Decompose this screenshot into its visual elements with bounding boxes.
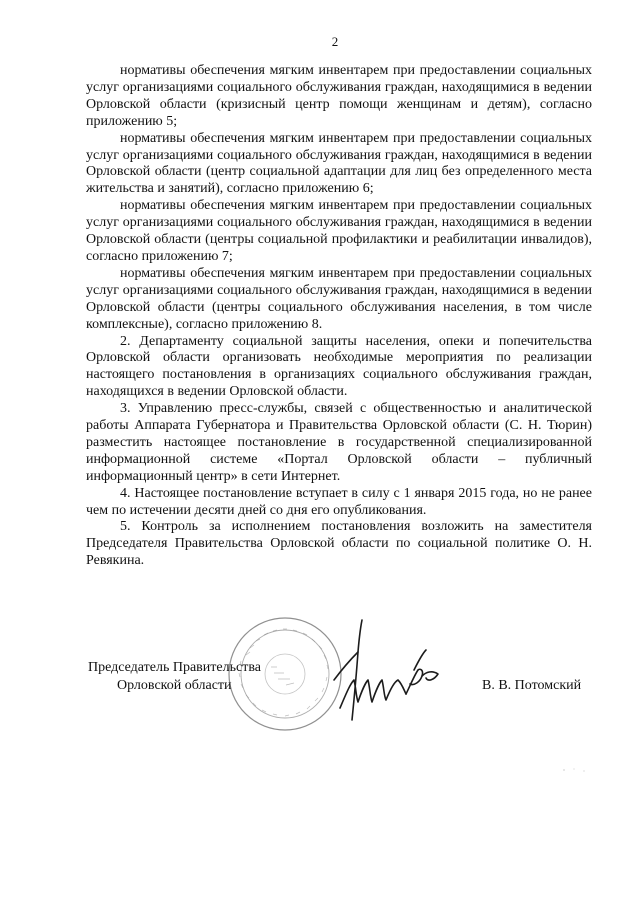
signatory-title-line1: Председатель Правительства xyxy=(88,660,261,675)
paragraph-norms-7: нормативы обеспечения мягким инвентарем при предоставлении социальных услуг организациями социального обслуживания граждан, находящимися в ведении Орловской области (центры социальной профилактики и реабилитации инвалидов), согласно приложению 7; xyxy=(86,198,592,264)
paragraph-item-5: 5. Контроль за исполнением постановления возложить на заместителя Председателя Правительства Орловской области по социальной политике О. Н. Ревякина. xyxy=(86,519,592,569)
scan-specks xyxy=(560,765,590,775)
signatory-title-line2: Орловской области xyxy=(117,678,232,693)
handwritten-signature xyxy=(310,610,450,730)
paragraph-norms-6: нормативы обеспечения мягким инвентарем при предоставлении социальных услуг организациями социального обслуживания граждан, находящимися в ведении Орловской области (центр социальной адаптации для лиц без определенного места жительства и занятий), согласно приложению 6; xyxy=(86,130,592,197)
page-number: 2 xyxy=(331,34,339,49)
paragraph-item-2: 2. Департаменту социальной защиты населения, опеки и попечительства Орловской области организовать необходимые мероприятия по реализации настоящего постановления в организациях социального обслуживания граждан, находящихся в ведении Орловской области. xyxy=(86,333,592,400)
paragraph-norms-5: нормативы обеспечения мягким инвентарем при предоставлении социальных услуг организациями социального обслуживания граждан, находящимися в ведении Орловской области (кризисный центр помощи женщинам и детям), согласно приложению 5; xyxy=(86,63,592,129)
paragraph-item-4: 4. Настоящее постановление вступает в силу с 1 января 2015 года, но не ранее чем по истечении десяти дней со дня его опубликования. xyxy=(86,485,592,518)
paragraph-item-3: 3. Управлению пресс-службы, связей с общественностью и аналитической работы Аппарата Губернатора и Правительства Орловской области (С. Н. Тюрин) разместить настоящее постановление в государственной специализированной информационной системе «Портал Орловской области – публичный информационный центр» в сети Интернет. xyxy=(86,401,592,484)
signatory-name: В. В. Потомский xyxy=(482,678,582,693)
paragraph-norms-8: нормативы обеспечения мягким инвентарем при предоставлении социальных услуг организациями социального обслуживания граждан, находящимися в ведении Орловской области (центры социального обслуживания населения, в том числе комплексные), согласно приложению 8. xyxy=(86,265,592,332)
